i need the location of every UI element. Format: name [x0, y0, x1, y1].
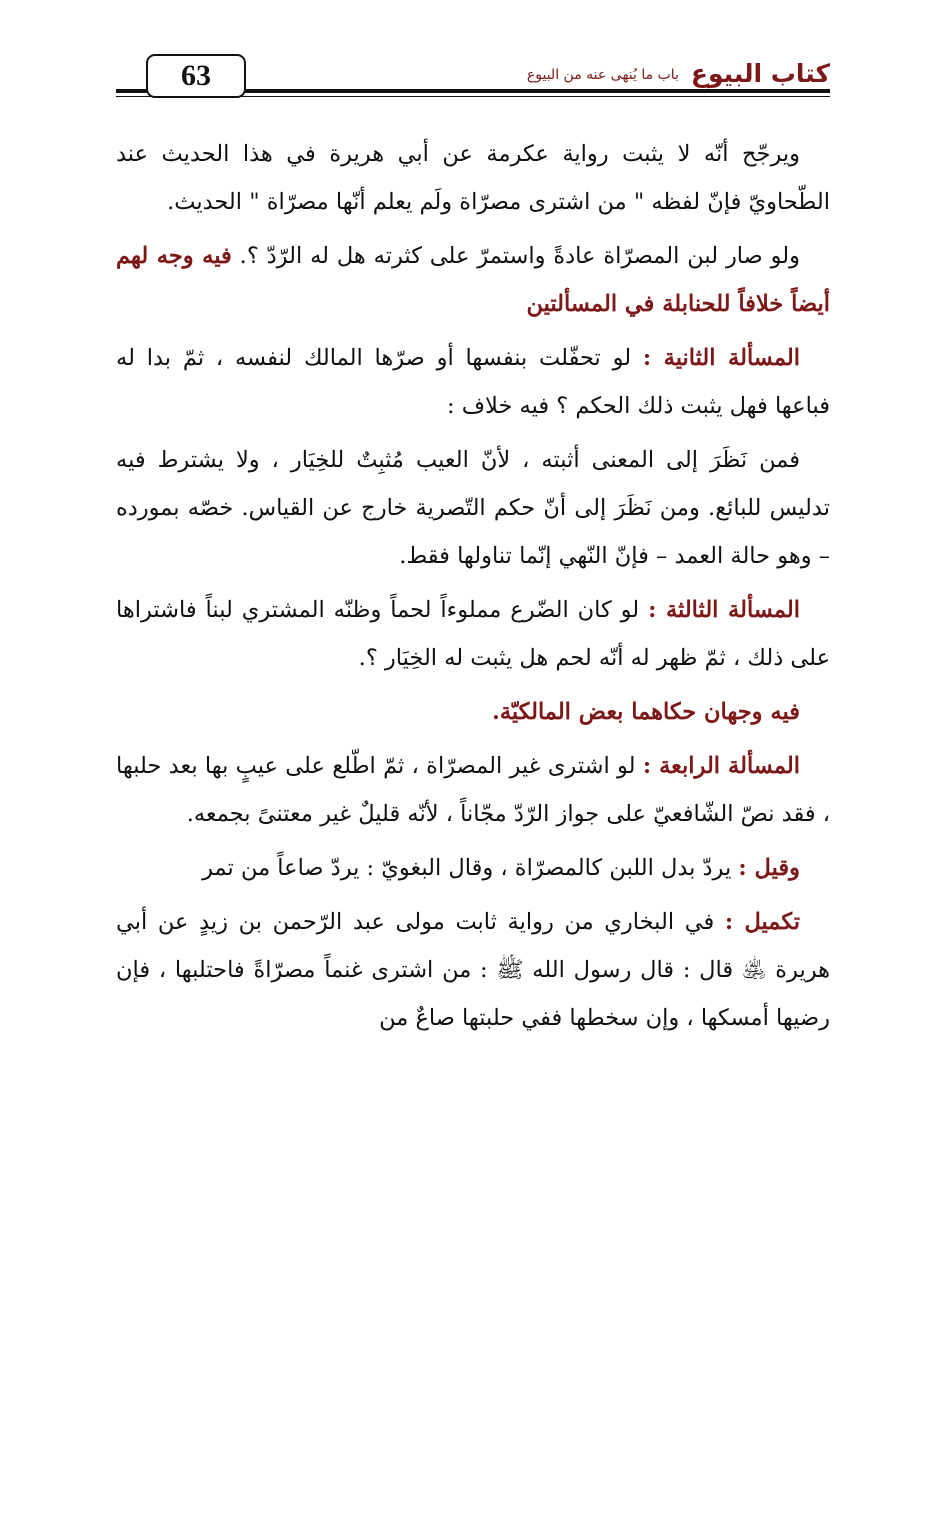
header-titles	[527, 52, 830, 86]
page-number: 63	[146, 54, 246, 98]
qil-paragraph	[116, 844, 830, 892]
page-header	[116, 52, 830, 102]
text-body	[116, 130, 830, 1048]
takmil-text: في البخاري من رواية ثابت مولى عبد الرّحمن بن زيدٍ عن أبي هريرة ﵁ قال : قال رسول الله ﷺ : من اشترى غنماً مصرّاةً فاحتلبها ، فإن رضيها أمسكها ، وإن سخطها ففي حلبتها صاعٌ من	[116, 909, 830, 1031]
paragraph-4	[116, 436, 830, 580]
issue-3-paragraph	[116, 586, 830, 682]
paragraph-2-text: ولو صار لبن المصرّاة عادةً واستمرّ على كثرته هل له الرّدّ ؟.	[239, 243, 800, 269]
paragraph-2-highlight: فيه وجه لهم أيضاً خلافاً للحنابلة في المسألتين	[116, 243, 830, 317]
paragraph-4-text: فمن نَظَرَ إلى المعنى أثبته ، لأنّ العيب مُثبِتٌ للخِيَار ، ولا يشترط فيه تدليس للبائع. ومن نَظَرَ إلى أنّ حكم التّصرية خارج عن القياس. خصّه بمورده – وهو حالة العمد – فإنّ النّهي إنّما تناولها فقط.	[116, 447, 830, 569]
issue-4-label: المسألة الرابعة :	[642, 753, 800, 779]
two-opinions-heading: فيه وجهان حكاهما بعض المالكيّة.	[491, 699, 800, 725]
issue-3-label: المسألة الثالثة :	[648, 597, 800, 623]
chapter-title: باب ما يُنهى عنه من البيوع	[526, 67, 679, 84]
issue-2-label: المسألة الثانية :	[642, 345, 800, 371]
issue-2-text: لو تحفّلت بنفسها أو صرّها المالك لنفسه ، ثمّ بدا له فباعها فهل يثبت ذلك الحكم ؟ فيه خلاف :	[116, 345, 830, 419]
issue-3-text: لو كان الضّرع مملوءاً لحماً وظنّه المشتري لبناً فاشتراها على ذلك ، ثمّ ظهر له أنّه لحم هل يثبت له الخِيَار ؟.	[116, 597, 830, 671]
qil-text: يردّ بدل اللبن كالمصرّاة ، وقال البغويّ : يردّ صاعاً من تمر	[202, 855, 732, 881]
issue-4-text: لو اشترى غير المصرّاة ، ثمّ اطّلع على عيبٍ بها بعد حلبها ، فقد نصّ الشّافعيّ على جواز الرّدّ مجّاناً ، لأنّه قليلٌ غير معتنىً بجمعه.	[116, 753, 830, 827]
qil-label: وقيل :	[738, 855, 800, 881]
paragraph-1	[116, 130, 830, 226]
paragraph-1-text: ويرجّح أنّه لا يثبت رواية عكرمة عن أبي هريرة في هذا الحديث عند الطّحاويّ فإنّ لفظه " من اشترى مصرّاة ولَم يعلم أنّها مصرّاة " الحديث.	[116, 141, 830, 215]
book-title: كتاب البيوع	[690, 59, 830, 88]
paragraph-2	[116, 232, 830, 328]
issue-2-paragraph	[116, 334, 830, 430]
issue-4-paragraph	[116, 742, 830, 838]
takmil-paragraph	[116, 898, 830, 1042]
takmil-label: تكميل :	[724, 909, 801, 935]
